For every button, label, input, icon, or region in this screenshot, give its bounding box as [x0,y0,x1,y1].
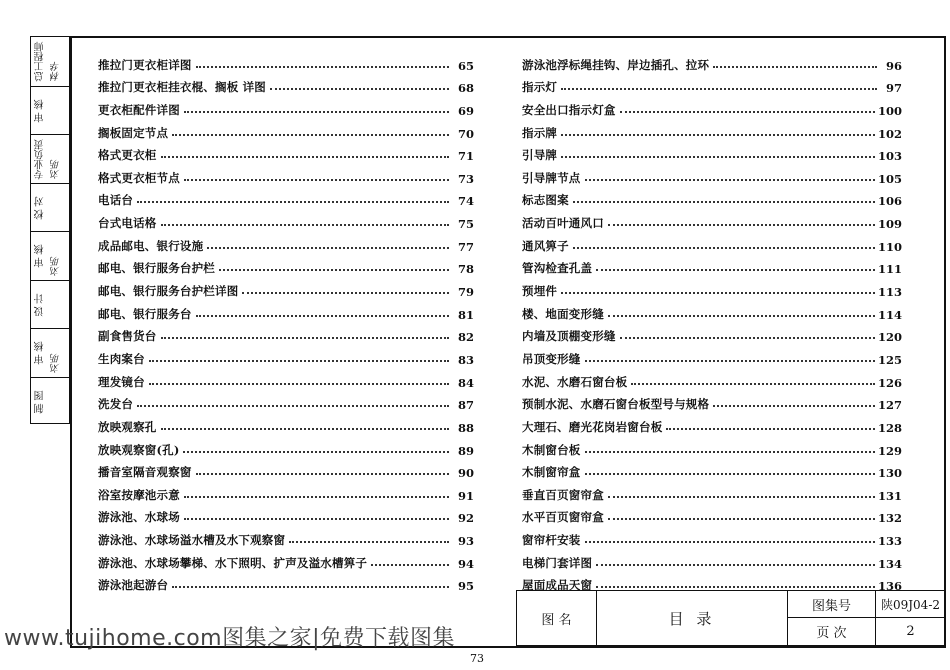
toc-entry-page: 134 [877,556,902,571]
toc-leader-dots [585,359,875,362]
toc-entry-title: 指示灯 [522,80,558,95]
toc-leader-dots [608,314,875,317]
toc-entry [98,118,474,141]
sidebar-row [31,37,69,86]
toc-leader-dots [161,155,450,158]
toc-entry [98,73,474,96]
toc-entry-title: 活动百叶通风口 [522,216,604,231]
toc-leader-dots [371,563,449,566]
toc-entry-title: 预制水泥、水磨石窗台板型号与规格 [522,397,710,412]
toc-entry-title: 窗帘杆安装 [522,533,581,548]
toc-leader-dots [561,87,877,90]
toc-leader-dots [172,585,449,588]
toc-leader-dots [561,133,875,136]
toc-entry [98,322,474,345]
toc-entry-page: 97 [885,81,902,96]
toc-leader-dots [196,472,449,475]
sidebar-signature [49,91,69,132]
toc-entry-page: 127 [877,398,902,413]
toc-leader-dots [585,540,875,543]
toc-entry-title: 木制窗台板 [522,442,581,457]
toc-leader-dots [242,291,449,294]
toc-entry-page: 103 [877,149,902,164]
toc-entry-page: 79 [457,285,474,300]
toc-entry-title: 游泳池浮标绳挂钩、岸边插孔、拉环 [522,57,710,72]
toc-entry-page: 71 [457,149,474,164]
toc-entry-title: 预埋件 [522,284,558,299]
toc-entry-title: 更衣柜配件详图 [98,102,180,117]
toc-entry-page: 133 [877,534,902,549]
toc-entry-title: 指示牌 [522,125,558,140]
toc-entry-page: 82 [457,330,474,345]
toc-entry-title: 放映观察窗(孔) [98,442,180,457]
toc-entry [98,254,474,277]
toc-leader-dots [620,110,875,113]
toc-entry-title: 垂直百页窗帘盒 [522,487,604,502]
toc-entry [98,344,474,367]
toc-entry-page: 69 [457,103,474,118]
toc-entry-page: 92 [457,511,474,526]
toc-entry [522,390,902,413]
toc-entry [522,525,902,548]
toc-entry-title: 楼、地面变形缝 [522,306,604,321]
toc-leader-dots [585,450,875,453]
toc-entry [522,480,902,503]
toc-leader-dots [161,223,450,226]
sidebar-role-label: 总工程师 [35,41,46,82]
toc-entry-title: 放映观察孔 [98,419,157,434]
toc-entry-page: 70 [457,126,474,141]
sidebar-row [31,86,69,135]
toc-leader-dots [172,133,449,136]
sidebar-role-label: 校 对 [35,196,46,220]
toc-leader-dots [137,200,449,203]
title-block [516,590,946,646]
toc-leader-dots [666,427,875,430]
toc-entry-title: 通风箅子 [522,238,569,253]
toc-entry [522,367,902,390]
watermark: www.tujihome.com图集之家|免费下载图集 [4,626,456,651]
toc-entry-title: 副食售货台 [98,329,157,344]
toc-leader-dots [561,291,875,294]
toc-entry-title: 播音室隔音观察窗 [98,465,192,480]
atlas-number-label: 图集号 [788,590,876,618]
toc-entry-page: 130 [877,466,902,481]
toc-left-column [98,50,474,593]
toc-leader-dots [183,450,449,453]
toc-leader-dots [207,246,449,249]
toc-entry-page: 95 [457,579,474,594]
toc-leader-dots [585,472,875,475]
toc-entry-title: 台式电话格 [98,216,157,231]
toc-entry [522,276,902,299]
toc-entry [98,208,474,231]
toc-entry-title: 邮电、银行服务台护栏 [98,261,215,276]
toc-entry-title: 推拉门更衣柜挂衣棍、搁板 详图 [98,80,267,95]
toc-leader-dots [161,336,450,339]
sidebar-signature [49,285,69,326]
drawing-frame [70,36,946,648]
toc-entry-page: 131 [877,488,902,503]
toc-entry-page: 102 [877,126,902,141]
toc-entry-page: 94 [457,556,474,571]
sidebar-role-label: 设 计 [35,293,46,317]
toc-entry-title: 邮电、银行服务台 [98,306,192,321]
toc-entry-page: 129 [877,443,902,458]
toc-entry-page: 110 [877,239,902,254]
toc-entry-page: 109 [877,217,902,232]
toc-entry-title: 成品邮电、银行设施 [98,238,204,253]
toc-leader-dots [184,517,449,520]
toc-entry-page: 68 [457,81,474,96]
toc-leader-dots [161,427,450,430]
toc-entry [522,548,902,571]
toc-leader-dots [620,336,875,339]
toc-leader-dots [270,87,449,90]
toc-entry-title: 游泳池、水球场溢水槽及水下观察窗 [98,533,286,548]
toc-entry-title: 水泥、水磨石窗台板 [522,374,628,389]
sidebar-row [31,280,69,329]
toc-leader-dots [713,65,877,68]
toc-entry-page: 89 [457,443,474,458]
toc-leader-dots [561,155,875,158]
toc-entry-page: 113 [877,285,902,300]
toc-entry-page: 111 [877,262,902,277]
toc-entry-page: 90 [457,466,474,481]
toc-leader-dots [149,382,449,385]
toc-entry-page: 105 [877,171,902,186]
toc-entry [522,503,902,526]
toc-entry-page: 87 [457,398,474,413]
sidebar-row [31,231,69,280]
toc-leader-dots [608,495,875,498]
toc-entry [98,480,474,503]
toc-entry-title: 格式更衣柜 [98,148,157,163]
toc-entry-title: 屋面成品天窗 [522,578,593,593]
toc-entry-title: 理发镜台 [98,374,145,389]
toc-entry [522,344,902,367]
sidebar-signature [49,188,69,229]
toc-entry [98,141,474,164]
toc-entry-title: 推拉门更衣柜详图 [98,57,192,72]
toc-leader-dots [219,268,449,271]
toc-entry [522,186,902,209]
figure-name-label: 图 名 [516,590,596,646]
toc-entry-page: 100 [877,103,902,118]
toc-entry-title: 大理石、磨光花岗岩窗台板 [522,419,663,434]
toc-entry [522,322,902,345]
toc-entry-title: 游泳池起游台 [98,578,169,593]
toc-leader-dots [585,178,875,181]
toc-leader-dots [184,110,449,113]
sidebar-role-label: 审 核 [35,99,46,123]
toc-entry-title: 洗发台 [98,397,134,412]
toc-entry [98,435,474,458]
toc-leader-dots [631,382,875,385]
toc-leader-dots [573,246,875,249]
page-order-label: 页 次 [788,618,876,646]
toc-entry-title: 搁板固定节点 [98,125,169,140]
toc-entry-page: 96 [885,58,902,73]
toc-entry-page: 132 [877,511,902,526]
toc-entry-page: 126 [877,375,902,390]
toc-entry-title: 标志图案 [522,193,569,208]
toc-entry-page: 114 [877,307,902,322]
toc-leader-dots [289,540,449,543]
toc-leader-dots [184,178,449,181]
sidebar-signature: 林华 [51,61,62,82]
toc-entry [98,548,474,571]
sidebar-signature: 刘明 [51,353,62,374]
sidebar-role-label: 审 核 [35,341,46,365]
page-number: 73 [470,652,484,665]
toc-entry-title: 游泳池、水球场攀梯、水下照明、扩声及溢水槽箅子 [98,555,368,570]
toc-entry [522,231,902,254]
toc-entry-page: 93 [457,534,474,549]
toc-leader-dots [596,268,875,271]
toc-leader-dots [184,495,449,498]
sidebar-signature [49,382,69,423]
toc-entry-title: 电梯门套详图 [522,555,593,570]
sidebar-row [31,183,69,232]
toc-entry [98,503,474,526]
toc-entry [98,299,474,322]
page-order-value: 2 [876,618,946,646]
toc-leader-dots [608,223,875,226]
toc-entry [98,231,474,254]
atlas-number-value: 陕09J04-2 [876,590,946,618]
toc-entry-title: 吊顶变形缝 [522,351,581,366]
sidebar-row [31,328,69,377]
toc-entry-title: 内墙及顶棚变形缝 [522,329,616,344]
toc-entry [522,435,902,458]
toc-entry-page: 84 [457,375,474,390]
toc-entry [98,367,474,390]
toc-entry [98,390,474,413]
toc-entry [98,525,474,548]
toc-entry [522,299,902,322]
figure-name-value: 目 录 [596,590,788,646]
toc-entry-title: 电话台 [98,193,134,208]
toc-entry-page: 120 [877,330,902,345]
toc-entry-page: 83 [457,352,474,367]
toc-entry [522,50,902,73]
toc-entry-page: 77 [457,239,474,254]
toc-right-column [522,50,902,593]
toc-leader-dots [573,200,875,203]
toc-leader-dots [149,359,449,362]
toc-entry-page: 91 [457,488,474,503]
toc-leader-dots [196,65,449,68]
toc-entry-page: 74 [457,194,474,209]
toc-entry [98,276,474,299]
toc-entry [522,208,902,231]
toc-entry-title: 邮电、银行服务台护栏详图 [98,284,239,299]
toc-entry [98,571,474,594]
toc-entry-page: 128 [877,420,902,435]
toc-entry-page: 81 [457,307,474,322]
toc-entry [522,95,902,118]
toc-leader-dots [608,517,875,520]
toc-entry-title: 安全出口指示灯盒 [522,102,616,117]
toc-entry-page: 75 [457,217,474,232]
sidebar-role-label: 专业负责 [35,139,46,180]
toc-entry [98,95,474,118]
toc-entry [522,141,902,164]
toc-entry-title: 水平百页窗帘盒 [522,510,604,525]
toc-entry-page: 73 [457,171,474,186]
toc-entry-page: 136 [877,579,902,594]
toc-entry-title: 浴室按摩池示意 [98,487,180,502]
toc-leader-dots [137,404,449,407]
toc-entry-page: 125 [877,352,902,367]
toc-entry-title: 木制窗帘盒 [522,465,581,480]
toc-entry [522,412,902,435]
toc-leader-dots [196,314,449,317]
toc-entry-title: 生肉案台 [98,351,145,366]
toc-entry [522,73,902,96]
toc-entry [522,458,902,481]
sidebar-row [31,377,69,426]
toc-entry [522,118,902,141]
toc-entry-page: 78 [457,262,474,277]
toc-entry [98,50,474,73]
toc-entry [98,412,474,435]
toc-entry-title: 游泳池、水球场 [98,510,180,525]
signature-sidebar [30,36,70,424]
toc-entry [522,254,902,277]
toc-entry-page: 106 [877,194,902,209]
toc-entry-title: 引导牌 [522,148,558,163]
toc-entry [98,186,474,209]
toc-entry [98,163,474,186]
toc-entry-title: 格式更衣柜节点 [98,170,180,185]
sidebar-role-label: 审 核 [35,244,46,268]
sidebar-role-label: 制 图 [35,390,46,414]
sidebar-signature: 刘明 [51,256,62,277]
sidebar-signature: 刘明 [51,159,62,180]
toc-entry [98,458,474,481]
toc-entry-title: 引导牌节点 [522,170,581,185]
toc-leader-dots [596,585,875,588]
toc-entry-title: 管沟检查孔盖 [522,261,593,276]
toc-leader-dots [596,563,875,566]
toc-entry-page: 65 [457,58,474,73]
toc-entry-page: 88 [457,420,474,435]
toc-entry [522,163,902,186]
sidebar-row [31,134,69,183]
toc-leader-dots [713,404,875,407]
